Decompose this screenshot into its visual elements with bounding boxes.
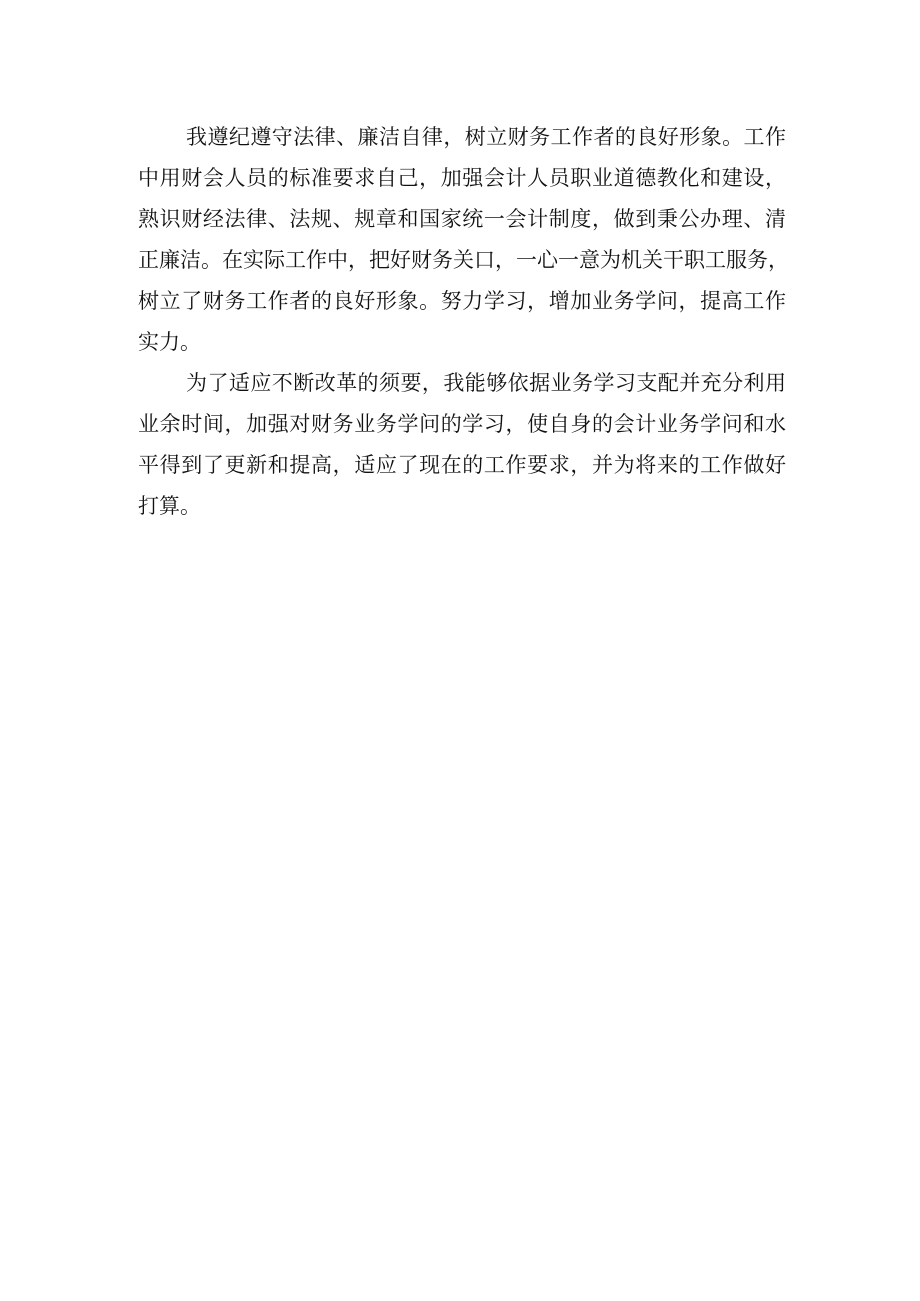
paragraph-line: 熟识财经法律、法规、规章和国家统一会计制度，做到秉公办理、清 xyxy=(138,207,786,231)
paragraph-line: 我遵纪遵守法律、廉洁自律，树立财务工作者的良好形象。工作 xyxy=(186,125,786,149)
paragraph-line: 树立了财务工作者的良好形象。努力学习，增加业务学问，提高工作 xyxy=(138,289,786,313)
paragraph-line: 平得到了更新和提高，适应了现在的工作要求，并为将来的工作做好 xyxy=(138,453,786,477)
paragraph-line: 正廉洁。在实际工作中，把好财务关口，一心一意为机关干职工服务， xyxy=(138,248,789,272)
paragraph-line: 实力。 xyxy=(138,330,201,354)
paragraph-line: 打算。 xyxy=(138,494,201,518)
document-body xyxy=(138,117,789,527)
paragraph-line: 为了适应不断改革的须要，我能够依据业务学习支配并充分利用 xyxy=(186,371,786,395)
paragraph-1 xyxy=(138,117,789,363)
paragraph-line: 业余时间，加强对财务业务学问的学习，使自身的会计业务学问和水 xyxy=(138,412,786,436)
paragraph-2 xyxy=(138,363,786,527)
paragraph-line: 中用财会人员的标准要求自己，加强会计人员职业道德教化和建设， xyxy=(138,166,786,190)
